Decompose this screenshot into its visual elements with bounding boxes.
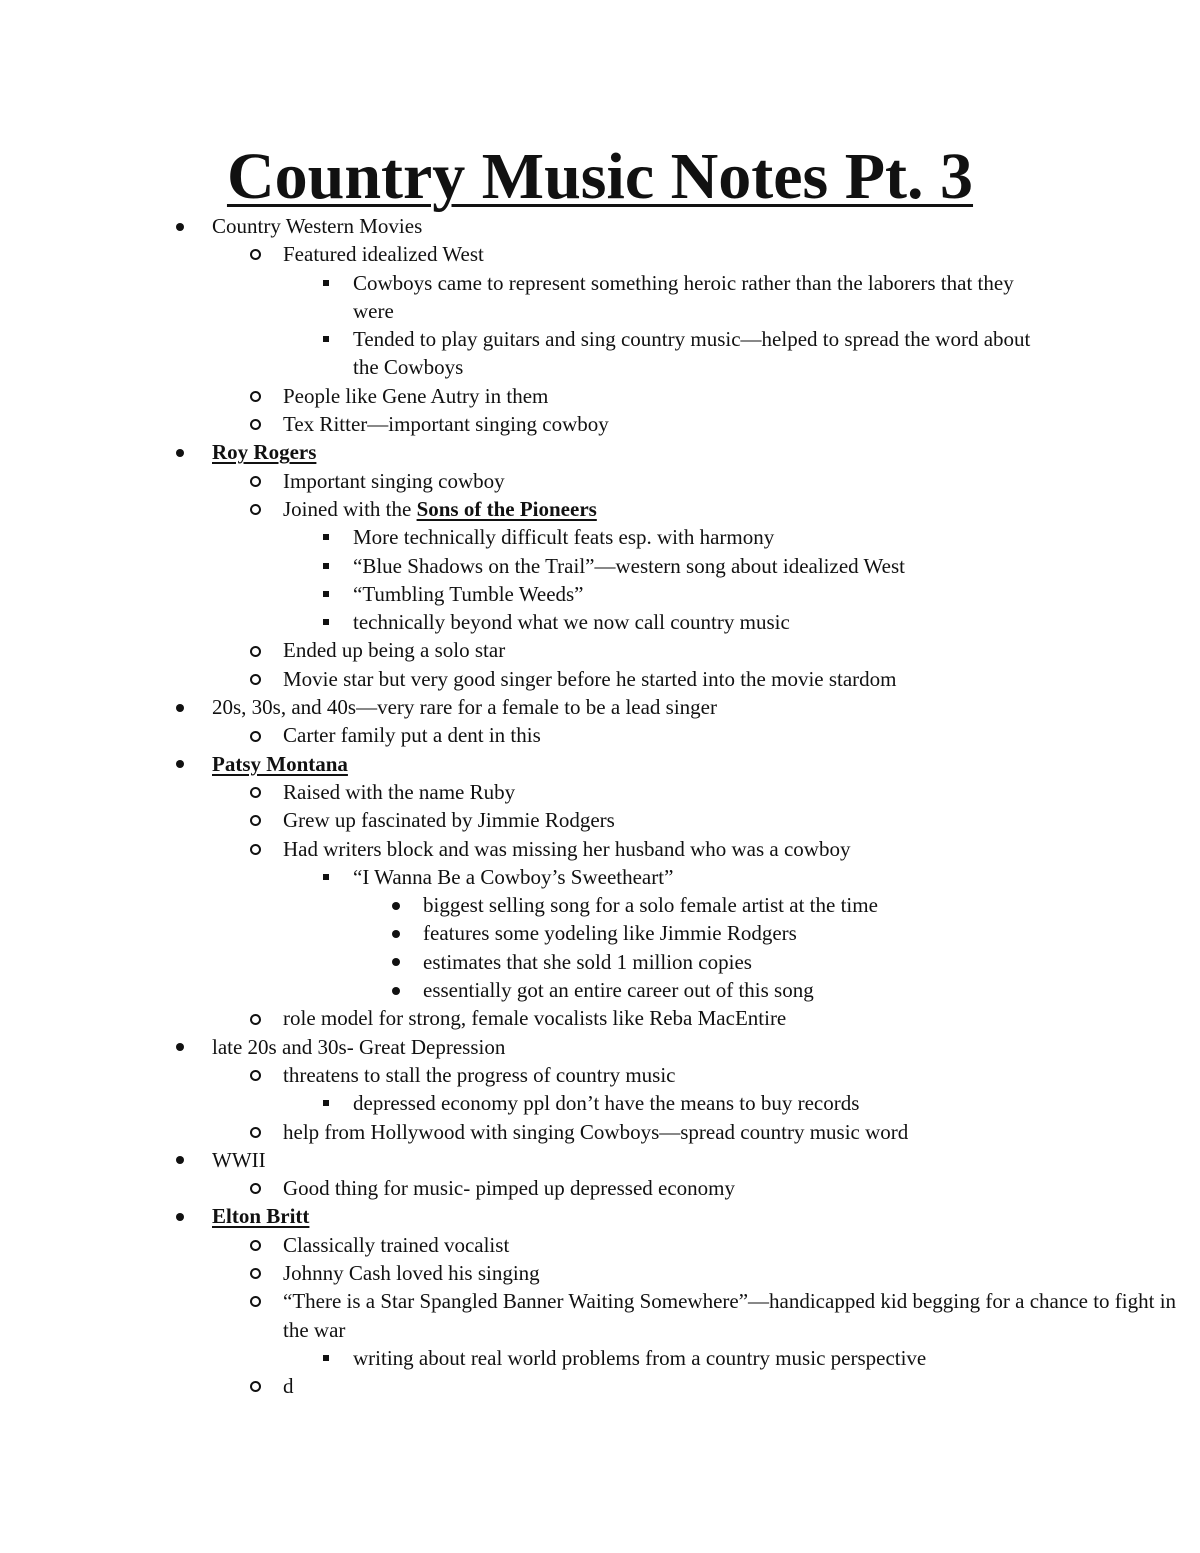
bullet-ring-icon [250, 674, 261, 685]
bullet-dot-icon [176, 223, 184, 231]
outline-item-text [283, 495, 1200, 523]
bullet-square-icon [323, 563, 329, 569]
bullet-dot-icon [176, 1213, 184, 1221]
outline-item-level-1 [0, 438, 1200, 466]
bullet-marker [245, 1061, 265, 1089]
outline-item-level-2 [0, 410, 1200, 438]
bullet-marker [245, 1231, 265, 1259]
bullet-square-icon [323, 534, 329, 540]
bullet-ring-icon [250, 1268, 261, 1279]
outline-item-plain-text: Movie star but very good singer before he started into the movie stardom [283, 666, 897, 691]
bullet-ring-icon [250, 815, 261, 826]
bullet-marker [170, 1146, 190, 1174]
outline-item-plain-text: depressed economy ppl don’t have the means to buy records [353, 1091, 860, 1116]
bullet-marker [170, 750, 190, 778]
bullet-marker [245, 1372, 265, 1400]
outline-item-plain-text: d [283, 1374, 294, 1399]
outline-item-plain-text: “There is a Star Spangled Banner Waiting Somewhere”—handicapped kid begging for a chance to fight in the war [283, 1289, 1177, 1342]
outline-item-level-4 [0, 948, 1200, 976]
outline-item-level-3 [0, 863, 1200, 891]
bullet-ring-icon [250, 1127, 261, 1138]
bullet-square-icon [323, 1355, 329, 1361]
bullet-ring-icon [250, 1240, 261, 1251]
outline-item-plain-text: Tex Ritter—important singing cowboy [283, 412, 609, 437]
bullet-marker [316, 863, 336, 891]
bullet-marker [245, 240, 265, 268]
bullet-marker [170, 693, 190, 721]
outline-item-heading: Patsy Montana [212, 751, 348, 776]
outline-item-plain-text: Raised with the name Ruby [283, 779, 516, 804]
bullet-square-icon [323, 280, 329, 286]
outline-item-text [283, 1061, 1200, 1089]
outline-item-plain-text: Country Western Movies [212, 214, 423, 238]
bullet-marker [245, 410, 265, 438]
outline-item-text [283, 410, 1200, 438]
outline-item-level-2 [0, 721, 1200, 749]
outline-item-text [212, 212, 1200, 240]
bullet-marker [170, 1033, 190, 1061]
bullet-marker [316, 1089, 336, 1117]
outline-item-level-2 [0, 1061, 1200, 1089]
bullet-ring-icon [250, 476, 261, 487]
outline-item-plain-text: help from Hollywood with singing Cowboys—spread country music word [283, 1119, 909, 1144]
outline-item-plain-text: essentially got an entire career out of this song [423, 978, 814, 1003]
page-title [0, 138, 1200, 216]
bullet-ring-icon [250, 844, 261, 855]
outline-item-plain-text: Grew up fascinated by Jimmie Rodgers [283, 808, 615, 833]
outline-item-heading: Sons of the Pioneers [416, 496, 597, 521]
bullet-marker [245, 806, 265, 834]
outline-item-text [353, 552, 1053, 580]
bullet-dot-icon [176, 704, 184, 712]
bullet-marker [245, 835, 265, 863]
bullet-square-icon [323, 874, 329, 880]
outline-item-text [283, 467, 1200, 495]
outline-item-text [283, 721, 1200, 749]
outline-item-plain-text: Ended up being a solo star [283, 638, 506, 663]
outline-item-text [353, 1344, 1053, 1372]
bullet-ring-icon [250, 646, 261, 657]
outline-item-plain-text: More technically difficult feats esp. with harmony [353, 525, 775, 550]
outline-item-level-3 [0, 552, 1200, 580]
bullet-marker [245, 1287, 265, 1315]
bullet-marker [316, 523, 336, 551]
outline-item-level-3 [0, 1089, 1200, 1117]
outline-item-level-1 [0, 1202, 1200, 1230]
outline-item-level-2 [0, 806, 1200, 834]
bullet-marker [316, 608, 336, 636]
outline-item-plain-text: estimates that she sold 1 million copies [423, 949, 752, 974]
outline-item-text [283, 1118, 1200, 1146]
outline-item-level-3 [0, 580, 1200, 608]
outline-list [0, 212, 1200, 1400]
bullet-marker [245, 467, 265, 495]
outline-item-plain-text: Joined with the [283, 496, 417, 521]
bullet-marker [245, 778, 265, 806]
bullet-ring-icon [250, 249, 261, 260]
outline-item-level-2 [0, 382, 1200, 410]
outline-item-text [212, 1202, 1200, 1230]
outline-item-plain-text: Johnny Cash loved his singing [283, 1260, 540, 1285]
outline-item-level-1 [0, 212, 1200, 240]
outline-item-plain-text: Cowboys came to represent something heroic rather than the laborers that they were [353, 270, 1014, 323]
bullet-dot-icon [392, 958, 400, 966]
bullet-dot-icon [176, 1043, 184, 1051]
outline-item-text [353, 1089, 1053, 1117]
outline-item-plain-text: features some yodeling like Jimmie Rodgers [423, 921, 797, 946]
outline-item-text [283, 382, 1200, 410]
bullet-ring-icon [250, 504, 261, 515]
outline-item-plain-text: biggest selling song for a solo female artist at the time [423, 893, 878, 918]
outline-item-text [353, 325, 1053, 382]
outline-item-level-4 [0, 976, 1200, 1004]
outline-item-level-2 [0, 1118, 1200, 1146]
outline-item-plain-text: Good thing for music- pimped up depressed economy [283, 1176, 735, 1201]
outline-item-text [423, 919, 1200, 947]
outline-item-plain-text: role model for strong, female vocalists like Reba MacEntire [283, 1006, 787, 1031]
outline-item-text [212, 1033, 1200, 1061]
outline-item-level-2 [0, 1004, 1200, 1032]
bullet-marker [316, 269, 336, 297]
outline-item-plain-text: Had writers block and was missing her husband who was a cowboy [283, 836, 851, 861]
outline-item-text [353, 269, 1053, 326]
outline-item-level-3 [0, 325, 1200, 382]
outline-item-text [423, 948, 1200, 976]
outline-item-level-2 [0, 240, 1200, 268]
outline-item-plain-text: late 20s and 30s- Great Depression [212, 1034, 506, 1059]
outline-item-level-1 [0, 1146, 1200, 1174]
bullet-dot-icon [176, 1156, 184, 1164]
bullet-marker [245, 665, 265, 693]
bullet-square-icon [323, 336, 329, 342]
outline-item-level-4 [0, 919, 1200, 947]
outline-item-text [283, 240, 1200, 268]
bullet-marker [316, 1344, 336, 1372]
bullet-dot-icon [392, 930, 400, 938]
outline-item-level-1 [0, 750, 1200, 778]
bullet-marker [245, 495, 265, 523]
outline-item-level-2 [0, 495, 1200, 523]
bullet-marker [245, 1259, 265, 1287]
bullet-ring-icon [250, 1296, 261, 1307]
bullet-ring-icon [250, 1183, 261, 1194]
bullet-ring-icon [250, 787, 261, 798]
outline-item-text [212, 750, 1200, 778]
outline-item-plain-text: technically beyond what we now call country music [353, 610, 790, 635]
outline-item-plain-text: “Tumbling Tumble Weeds” [353, 581, 584, 606]
outline-item-text [212, 693, 1200, 721]
outline-item-plain-text: WWII [212, 1147, 266, 1172]
bullet-marker [170, 438, 190, 466]
bullet-marker [316, 580, 336, 608]
outline-item-level-1 [0, 693, 1200, 721]
page-title-text: Country Music Notes Pt. 3 [226, 140, 974, 213]
outline-item-plain-text: “I Wanna Be a Cowboy’s Sweetheart” [353, 864, 674, 889]
bullet-marker [245, 636, 265, 664]
outline-item-text [353, 523, 1053, 551]
outline-item-level-2 [0, 778, 1200, 806]
outline-item-plain-text: People like Gene Autry in them [283, 383, 549, 408]
outline-item-level-2 [0, 1259, 1200, 1287]
bullet-square-icon [323, 591, 329, 597]
outline-item-level-4 [0, 891, 1200, 919]
outline-item-plain-text: Tended to play guitars and sing country music—helped to spread the word about the Cowboys [353, 327, 1031, 380]
outline-item-level-2 [0, 636, 1200, 664]
outline-item-plain-text: “Blue Shadows on the Trail”—western song about idealized West [353, 553, 905, 578]
outline-item-text [423, 976, 1200, 1004]
bullet-marker [386, 919, 406, 947]
bullet-marker [245, 1004, 265, 1032]
bullet-marker [386, 891, 406, 919]
bullet-marker [245, 721, 265, 749]
outline-item-plain-text: threatens to stall the progress of country music [283, 1062, 676, 1087]
outline-item-text [283, 1372, 1200, 1400]
outline-item-plain-text: Featured idealized West [283, 242, 484, 267]
outline-item-text [283, 806, 1200, 834]
bullet-ring-icon [250, 731, 261, 742]
outline-item-text [283, 778, 1200, 806]
outline-item-text [283, 1259, 1200, 1287]
bullet-marker [386, 976, 406, 1004]
outline-item-heading: Elton Britt [212, 1204, 310, 1229]
bullet-dot-icon [176, 760, 184, 768]
outline-item-text [423, 891, 1200, 919]
outline-item-level-2 [0, 1231, 1200, 1259]
outline-item-plain-text: writing about real world problems from a country music perspective [353, 1345, 927, 1370]
outline-item-text [283, 1174, 1200, 1202]
outline-item-plain-text: Classically trained vocalist [283, 1232, 510, 1257]
outline-item-level-2 [0, 1287, 1200, 1344]
outline-item-text [212, 1146, 1200, 1174]
outline-item-level-2 [0, 665, 1200, 693]
outline-item-level-2 [0, 467, 1200, 495]
outline-item-text [283, 636, 1200, 664]
bullet-marker [245, 1118, 265, 1146]
bullet-ring-icon [250, 1381, 261, 1392]
outline-item-level-2 [0, 1174, 1200, 1202]
outline-item-level-1 [0, 1033, 1200, 1061]
outline-item-level-2 [0, 835, 1200, 863]
bullet-marker [316, 325, 336, 353]
outline-item-text [353, 580, 1053, 608]
outline-item-level-3 [0, 269, 1200, 326]
bullet-square-icon [323, 619, 329, 625]
outline-item-plain-text: Important singing cowboy [283, 468, 505, 493]
bullet-marker [170, 1202, 190, 1230]
outline-item-text [353, 608, 1053, 636]
outline-item-level-3 [0, 523, 1200, 551]
outline-item-plain-text: 20s, 30s, and 40s—very rare for a female to be a lead singer [212, 695, 717, 720]
outline-item-text [283, 1287, 1200, 1344]
outline-item-text [353, 863, 1053, 891]
outline-item-level-3 [0, 1344, 1200, 1372]
outline-item-level-3 [0, 608, 1200, 636]
bullet-dot-icon [392, 902, 400, 910]
bullet-ring-icon [250, 391, 261, 402]
outline-item-text [283, 1004, 1200, 1032]
outline-item-text [283, 1231, 1200, 1259]
bullet-ring-icon [250, 1014, 261, 1025]
outline-item-text [283, 665, 1200, 693]
bullet-ring-icon [250, 1070, 261, 1081]
bullet-dot-icon [392, 987, 400, 995]
outline-item-text [283, 835, 1200, 863]
bullet-dot-icon [176, 449, 184, 457]
bullet-marker [316, 552, 336, 580]
bullet-ring-icon [250, 419, 261, 430]
outline-item-level-2 [0, 1372, 1200, 1400]
bullet-marker [386, 948, 406, 976]
outline-item-text [212, 438, 1200, 466]
bullet-square-icon [323, 1100, 329, 1106]
bullet-marker [245, 1174, 265, 1202]
bullet-marker [245, 382, 265, 410]
outline-item-plain-text: Carter family put a dent in this [283, 723, 541, 748]
bullet-marker [170, 212, 190, 240]
outline-item-heading: Roy Rogers [212, 440, 317, 465]
